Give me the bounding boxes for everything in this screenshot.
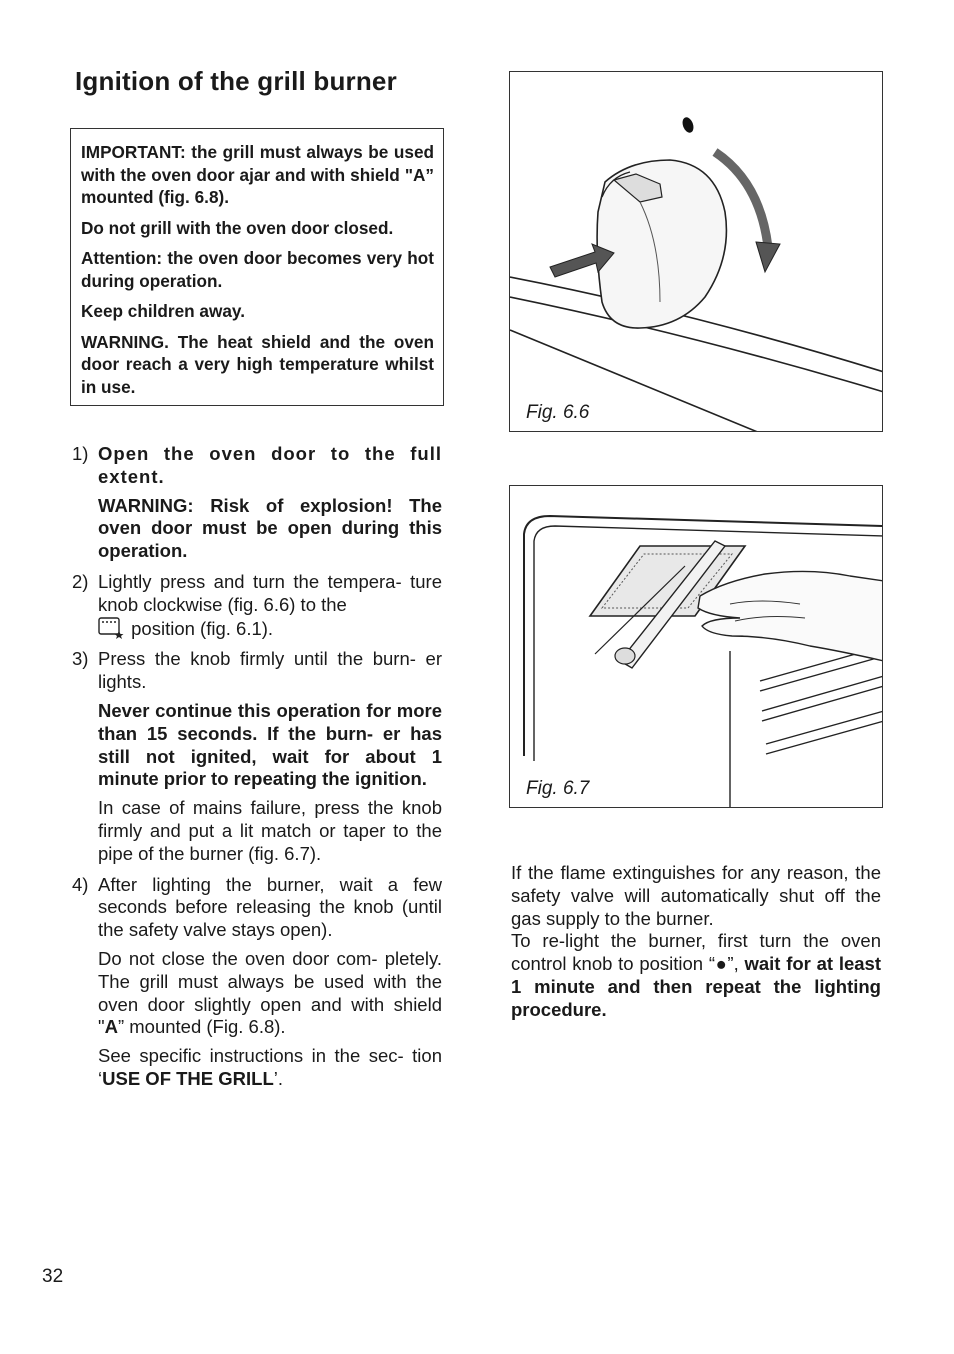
flame-note-p2 [511, 930, 881, 1021]
step-text-part: Lightly press and turn the tempera- ture knob clockwise (fig. 6.6) to the [98, 570, 442, 615]
step-text [98, 571, 442, 640]
step-number: 3) [72, 648, 89, 670]
step-number: 2) [72, 570, 89, 592]
oven-grill-symbol-icon [98, 617, 124, 639]
step-1 [72, 443, 442, 563]
step-text-part: position (fig. 6.1). [131, 617, 274, 639]
step-see-also [98, 1045, 442, 1091]
step-note-part: ” mounted (Fig. 6.8). [117, 1016, 286, 1038]
warning-door-hot: Attention: the oven door becomes very hot during operation. [81, 248, 434, 291]
match-lighting-burner-illustration [510, 486, 883, 808]
step-note [98, 948, 442, 1039]
step-warning: WARNING: Risk of explosion! The oven door must be open during this operation. [98, 494, 442, 562]
step-text: Press the knob firmly until the burn- er lights. [98, 648, 442, 693]
step-text: After lighting the burner, wait a few seconds before releasing the knob (until the safety valve stays open). [98, 873, 442, 941]
flame-note-p2-text: To re-light the burner, first turn the oven control knob to position “●”, [511, 930, 881, 975]
figure-caption: Fig. 6.6 [526, 402, 590, 423]
warning-important: IMPORTANT: the grill must always be used with the oven door ajar and with shield "A” mounted (fig. 6.8). [81, 142, 434, 207]
flame-extinguish-note [511, 862, 881, 1022]
warning-children: Keep children away. [81, 301, 245, 321]
flame-note-p1: If the flame extinguishes for any reason, the safety valve will automatically shut off the gas supply to the burner. [511, 862, 881, 929]
page-title: Ignition of the grill burner [75, 66, 397, 96]
step-note-part: Do not close the oven door com- pletely. The grill must always be used with the oven door slightly open and with shield " [98, 947, 442, 1038]
warning-door-closed: Do not grill with the oven door closed. [81, 217, 394, 238]
step-number: 4) [72, 873, 89, 895]
step-note: In case of mains failure, press the knob firmly and put a lit match or taper to the pipe of the burner (fig. 6.7). [98, 797, 442, 864]
step-number: 1) [72, 443, 89, 464]
shield-label: A [104, 1016, 118, 1038]
see-part: ’. [273, 1067, 284, 1089]
page-number: 32 [42, 1266, 64, 1287]
step-2 [72, 571, 442, 640]
step-3 [72, 648, 442, 865]
important-warning-box [70, 128, 444, 406]
step-4 [72, 874, 442, 1091]
figure-6-6 [509, 71, 883, 432]
see-part: See specific instructions in the sec- tion ‘ [98, 1045, 442, 1089]
figure-caption: Fig. 6.7 [526, 778, 590, 799]
ignition-steps [72, 443, 442, 1099]
flame-note-p2-bold: wait for at least 1 minute and then repeat the lighting procedure. [511, 953, 881, 1020]
section-reference: USE OF THE GRILL [102, 1067, 274, 1089]
figure-6-7 [509, 485, 883, 808]
step-warning: Never continue this operation for more than 15 seconds. If the burn- er has still not ignited, wait for about 1 minute prior to repeating the ignition. [98, 699, 442, 790]
warning-heat-shield: WARNING. The heat shield and the oven door reach a very high temperature whilst in use. [81, 331, 434, 397]
step-heading: Open the oven door to the full extent. [98, 443, 442, 487]
knob-turn-illustration [510, 72, 883, 432]
